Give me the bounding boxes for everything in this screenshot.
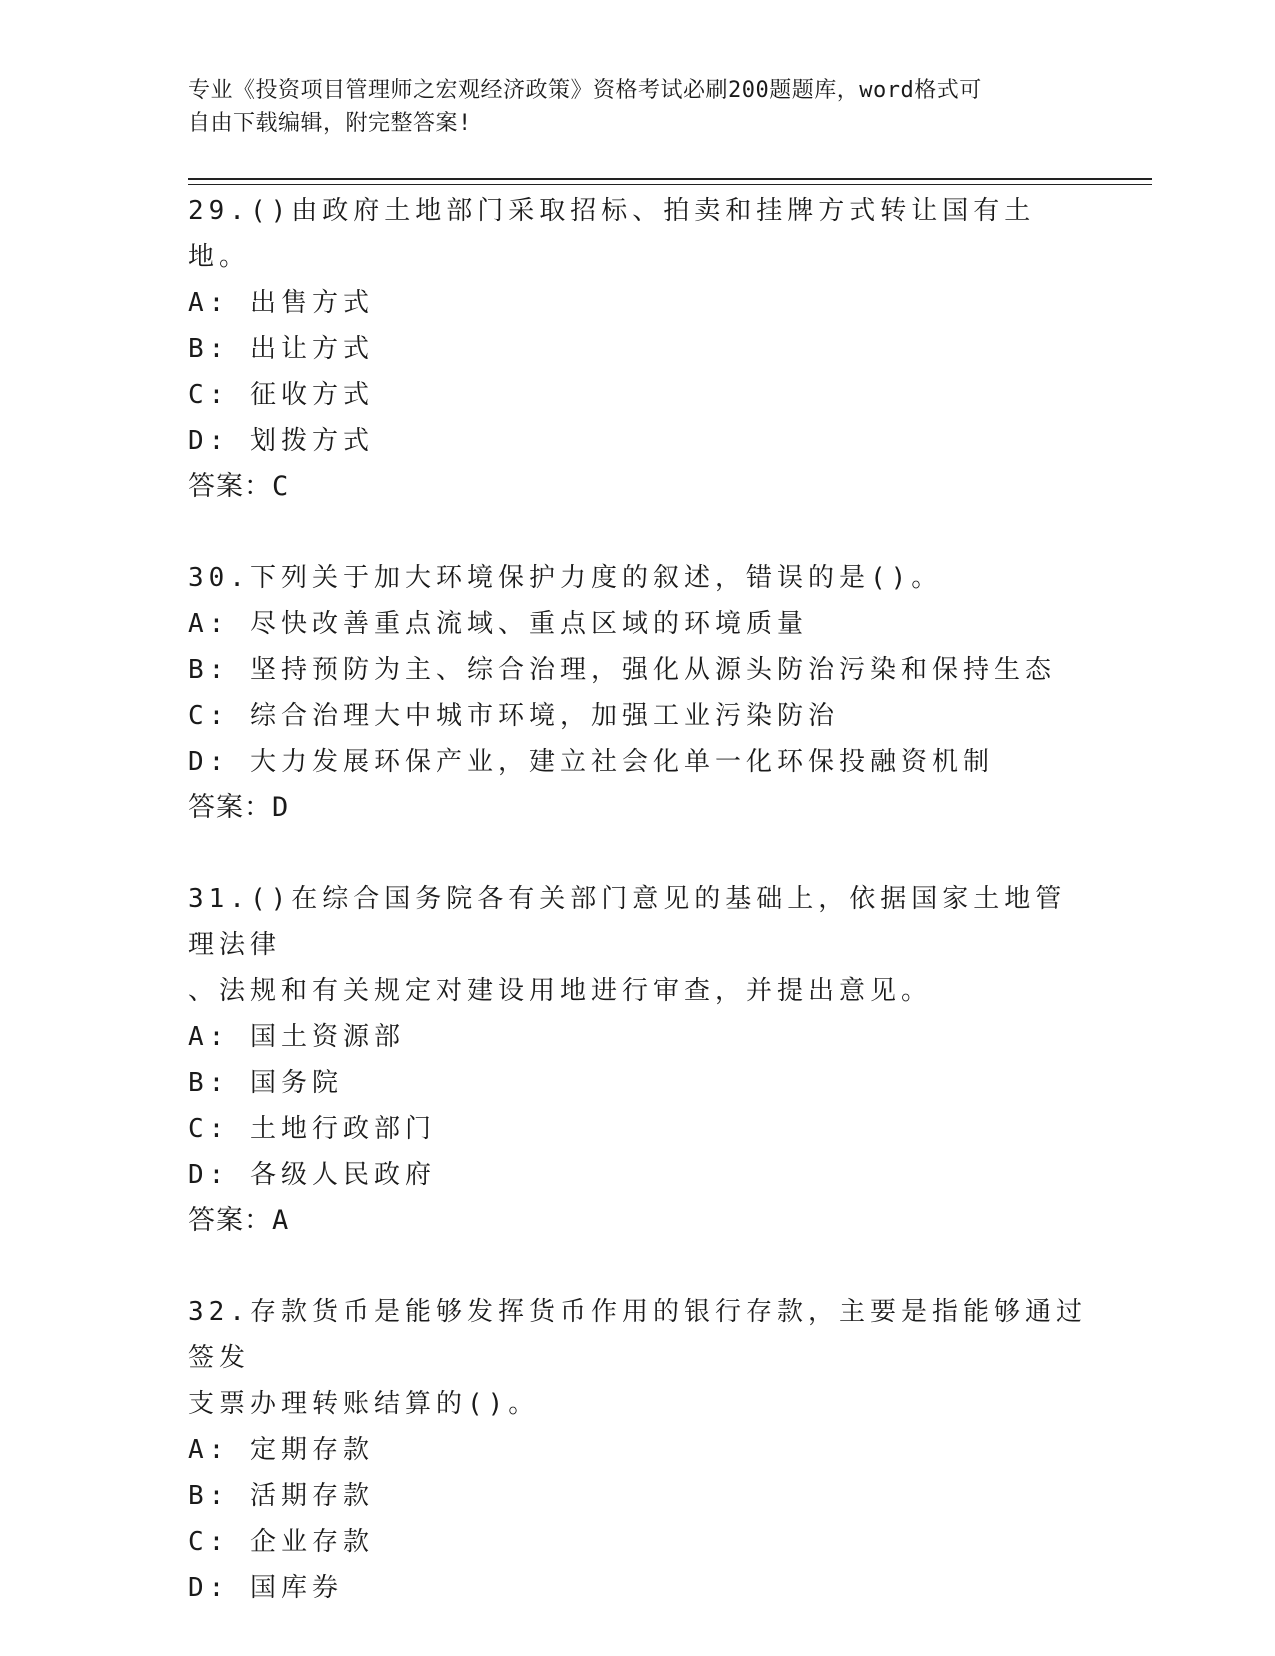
question-30: [188, 555, 1088, 831]
question-stem: 30.下列关于加大环境保护力度的叙述，错误的是()。: [188, 563, 943, 593]
answer-value: C: [272, 471, 290, 502]
option-c: C: 企业存款: [188, 1527, 374, 1557]
answer-line: [188, 464, 1088, 510]
option-a: A: 国土资源部: [188, 1022, 405, 1052]
option-d: D: 国库券: [188, 1573, 343, 1603]
question-stem-line-2: 、法规和有关规定对建设用地进行审查，并提出意见。: [188, 976, 933, 1006]
option-b: B: 国务院: [188, 1068, 343, 1098]
option-c: C: 土地行政部门: [188, 1114, 436, 1144]
option-b: B: 出让方式: [188, 334, 374, 364]
option-c: C: 征收方式: [188, 380, 374, 410]
answer-line: [188, 1198, 1088, 1244]
option-d: D: 各级人民政府: [188, 1160, 436, 1190]
answer-value: D: [272, 792, 290, 823]
answer-label: 答案：: [188, 1205, 272, 1236]
question-32: [188, 1289, 1088, 1611]
answer-line: [188, 785, 1088, 831]
question-stem-line-1: 32.存款货币是能够发挥货币作用的银行存款，主要是指能够通过签发: [188, 1297, 1087, 1373]
question-stem-line-2: 支票办理转账结算的()。: [188, 1389, 540, 1419]
option-b: B: 坚持预防为主、综合治理，强化从源头防治污染和保持生态: [188, 655, 1056, 685]
answer-label: 答案：: [188, 471, 272, 502]
option-a: A: 定期存款: [188, 1435, 374, 1465]
header-divider-thin: [188, 184, 1152, 185]
option-b: B: 活期存款: [188, 1481, 374, 1511]
option-c: C: 综合治理大中城市环境，加强工业污染防治: [188, 701, 839, 731]
question-29: [188, 188, 1088, 510]
option-a: A: 出售方式: [188, 288, 374, 318]
option-d: D: 大力发展环保产业，建立社会化单一化环保投融资机制: [188, 747, 994, 777]
header-line-2: 自由下载编辑，附完整答案!: [188, 111, 472, 136]
question-list: [188, 188, 1088, 1656]
option-a: A: 尽快改善重点流域、重点区域的环境质量: [188, 609, 808, 639]
answer-label: 答案：: [188, 792, 272, 823]
answer-value: A: [272, 1205, 290, 1236]
question-stem: 29.()由政府土地部门采取招标、拍卖和挂牌方式转让国有土地。: [188, 196, 1036, 272]
question-31: [188, 876, 1088, 1244]
header-divider-thick: [188, 178, 1152, 180]
header-line-1: 专业《投资项目管理师之宏观经济政策》资格考试必刷200题题库，word格式可: [188, 78, 982, 103]
question-stem-line-1: 31.()在综合国务院各有关部门意见的基础上，依据国家土地管理法律: [188, 884, 1067, 960]
document-header: [188, 74, 1088, 140]
option-d: D: 划拨方式: [188, 426, 374, 456]
